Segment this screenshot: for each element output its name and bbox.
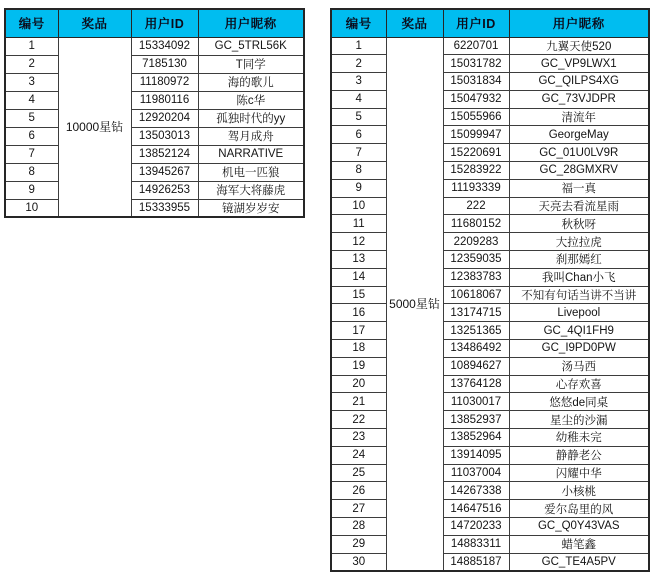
- col-header-user-id: 用户ID: [443, 9, 509, 37]
- user-nickname-cell: GC_5TRL56K: [198, 37, 304, 55]
- table-row: [5, 55, 304, 73]
- user-nickname-cell: 驾月成舟: [198, 127, 304, 145]
- user-id-cell: 15333955: [131, 199, 198, 217]
- table-row: [5, 127, 304, 145]
- table-row: [331, 90, 649, 108]
- user-id-cell: 13174715: [443, 304, 509, 322]
- user-nickname-cell: GC_01U0LV9R: [509, 144, 649, 162]
- user-id-cell: 11030017: [443, 393, 509, 411]
- user-id-cell: 11193339: [443, 179, 509, 197]
- header-row: [5, 9, 304, 37]
- table-row: [331, 108, 649, 126]
- row-number-cell: 29: [331, 535, 386, 553]
- user-id-cell: 15099947: [443, 126, 509, 144]
- user-nickname-cell: GC_4QI1FH9: [509, 322, 649, 340]
- table-row: [331, 197, 649, 215]
- user-id-cell: 12359035: [443, 251, 509, 269]
- user-nickname-cell: 我叫Chan小飞: [509, 268, 649, 286]
- user-id-cell: 14720233: [443, 518, 509, 536]
- row-number-cell: 1: [5, 37, 58, 55]
- user-id-cell: 2209283: [443, 233, 509, 251]
- user-nickname-cell: 汤马西: [509, 357, 649, 375]
- row-number-cell: 8: [5, 163, 58, 181]
- row-number-cell: 22: [331, 411, 386, 429]
- row-number-cell: 13: [331, 251, 386, 269]
- user-nickname-cell: GC_Q0Y43VAS: [509, 518, 649, 536]
- row-number-cell: 12: [331, 233, 386, 251]
- prize-cell: 5000星钻: [386, 37, 443, 571]
- table-row: [331, 553, 649, 571]
- user-id-cell: 13945267: [131, 163, 198, 181]
- header-row: [331, 9, 649, 37]
- user-nickname-cell: 海的歌儿: [198, 73, 304, 91]
- user-nickname-cell: 不知有句话当讲不当讲: [509, 286, 649, 304]
- table-row: [5, 109, 304, 127]
- user-id-cell: 14267338: [443, 482, 509, 500]
- table-row: [331, 518, 649, 536]
- user-id-cell: 11980116: [131, 91, 198, 109]
- user-nickname-cell: 小核桃: [509, 482, 649, 500]
- table-row: [331, 215, 649, 233]
- user-nickname-cell: 闪耀中华: [509, 464, 649, 482]
- user-nickname-cell: 刹那嫣红: [509, 251, 649, 269]
- user-id-cell: 7185130: [131, 55, 198, 73]
- user-nickname-cell: 九翼天使520: [509, 37, 649, 55]
- row-number-cell: 2: [331, 55, 386, 73]
- row-number-cell: 6: [331, 126, 386, 144]
- table-row: [331, 73, 649, 91]
- user-nickname-cell: 海军大将藤虎: [198, 181, 304, 199]
- table-row: [331, 340, 649, 358]
- row-number-cell: 23: [331, 429, 386, 447]
- prize-cell: 10000星钻: [58, 37, 131, 217]
- table-row: [5, 145, 304, 163]
- table-row: [331, 446, 649, 464]
- user-id-cell: 13251365: [443, 322, 509, 340]
- row-number-cell: 26: [331, 482, 386, 500]
- row-number-cell: 27: [331, 500, 386, 518]
- user-id-cell: 15334092: [131, 37, 198, 55]
- row-number-cell: 18: [331, 340, 386, 358]
- row-number-cell: 1: [331, 37, 386, 55]
- row-number-cell: 5: [331, 108, 386, 126]
- user-nickname-cell: 心存欢喜: [509, 375, 649, 393]
- user-id-cell: 13852124: [131, 145, 198, 163]
- user-nickname-cell: 幼稚未完: [509, 429, 649, 447]
- col-header-nickname: 用户昵称: [509, 9, 649, 37]
- table-row: [331, 322, 649, 340]
- row-number-cell: 21: [331, 393, 386, 411]
- user-nickname-cell: GeorgeMay: [509, 126, 649, 144]
- row-number-cell: 5: [5, 109, 58, 127]
- table-row: [331, 268, 649, 286]
- table-row: [5, 181, 304, 199]
- col-header-number: 编号: [331, 9, 386, 37]
- user-nickname-cell: 陈c华: [198, 91, 304, 109]
- user-id-cell: 14926253: [131, 181, 198, 199]
- user-id-cell: 13852937: [443, 411, 509, 429]
- row-number-cell: 8: [331, 162, 386, 180]
- table-row: [331, 179, 649, 197]
- row-number-cell: 20: [331, 375, 386, 393]
- table-row: [5, 163, 304, 181]
- table-row: [331, 55, 649, 73]
- col-header-prize: 奖品: [58, 9, 131, 37]
- user-nickname-cell: GC_I9PD0PW: [509, 340, 649, 358]
- user-nickname-cell: GC_73VJDPR: [509, 90, 649, 108]
- table-row: [331, 464, 649, 482]
- user-nickname-cell: 孤独时代的yy: [198, 109, 304, 127]
- user-id-cell: 13503013: [131, 127, 198, 145]
- user-id-cell: 14883311: [443, 535, 509, 553]
- row-number-cell: 30: [331, 553, 386, 571]
- user-id-cell: 13764128: [443, 375, 509, 393]
- user-nickname-cell: Livepool: [509, 304, 649, 322]
- user-nickname-cell: NARRATIVE: [198, 145, 304, 163]
- row-number-cell: 11: [331, 215, 386, 233]
- user-id-cell: 11680152: [443, 215, 509, 233]
- row-number-cell: 7: [331, 144, 386, 162]
- table-row: [331, 162, 649, 180]
- winners-table-5000: [330, 8, 650, 572]
- col-header-nickname: 用户昵称: [198, 9, 304, 37]
- user-id-cell: 11180972: [131, 73, 198, 91]
- user-nickname-cell: 静静老公: [509, 446, 649, 464]
- user-id-cell: 10894627: [443, 357, 509, 375]
- table-row: [5, 199, 304, 217]
- table-row: [331, 286, 649, 304]
- table-row: [331, 482, 649, 500]
- table-row: [5, 37, 304, 55]
- row-number-cell: 17: [331, 322, 386, 340]
- user-nickname-cell: 清流年: [509, 108, 649, 126]
- row-number-cell: 14: [331, 268, 386, 286]
- col-header-number: 编号: [5, 9, 58, 37]
- user-id-cell: 13852964: [443, 429, 509, 447]
- table-row: [331, 233, 649, 251]
- table-row: [331, 304, 649, 322]
- table-row: [5, 91, 304, 109]
- row-number-cell: 7: [5, 145, 58, 163]
- table-row: [331, 500, 649, 518]
- row-number-cell: 9: [331, 179, 386, 197]
- user-id-cell: 15031834: [443, 73, 509, 91]
- row-number-cell: 4: [331, 90, 386, 108]
- user-nickname-cell: 蜡笔鑫: [509, 535, 649, 553]
- table-row: [331, 37, 649, 55]
- col-header-user-id: 用户ID: [131, 9, 198, 37]
- user-nickname-cell: GC_28GMXRV: [509, 162, 649, 180]
- col-header-prize: 奖品: [386, 9, 443, 37]
- user-nickname-cell: 天亮去看流星雨: [509, 197, 649, 215]
- row-number-cell: 28: [331, 518, 386, 536]
- user-id-cell: 11037004: [443, 464, 509, 482]
- user-nickname-cell: GC_VP9LWX1: [509, 55, 649, 73]
- row-number-cell: 15: [331, 286, 386, 304]
- user-id-cell: 15283922: [443, 162, 509, 180]
- user-id-cell: 6220701: [443, 37, 509, 55]
- user-nickname-cell: 悠悠de同桌: [509, 393, 649, 411]
- user-id-cell: 14647516: [443, 500, 509, 518]
- user-id-cell: 15055966: [443, 108, 509, 126]
- user-nickname-cell: GC_QILPS4XG: [509, 73, 649, 91]
- table-row: [331, 411, 649, 429]
- row-number-cell: 3: [5, 73, 58, 91]
- table-row: [331, 535, 649, 553]
- user-id-cell: 10618067: [443, 286, 509, 304]
- user-nickname-cell: 爱尔岛里的风: [509, 500, 649, 518]
- user-id-cell: 14885187: [443, 553, 509, 571]
- row-number-cell: 19: [331, 357, 386, 375]
- user-id-cell: 15031782: [443, 55, 509, 73]
- table-row: [331, 375, 649, 393]
- row-number-cell: 25: [331, 464, 386, 482]
- table-row: [331, 357, 649, 375]
- row-number-cell: 4: [5, 91, 58, 109]
- user-nickname-cell: GC_TE4A5PV: [509, 553, 649, 571]
- row-number-cell: 10: [331, 197, 386, 215]
- row-number-cell: 24: [331, 446, 386, 464]
- table-row: [331, 429, 649, 447]
- user-id-cell: 222: [443, 197, 509, 215]
- row-number-cell: 3: [331, 73, 386, 91]
- winners-table-10000: [4, 8, 305, 218]
- user-nickname-cell: T同学: [198, 55, 304, 73]
- user-nickname-cell: 镜湖岁岁安: [198, 199, 304, 217]
- table-row: [331, 126, 649, 144]
- table-row: [331, 144, 649, 162]
- user-id-cell: 15220691: [443, 144, 509, 162]
- row-number-cell: 6: [5, 127, 58, 145]
- row-number-cell: 9: [5, 181, 58, 199]
- table-row: [331, 393, 649, 411]
- row-number-cell: 2: [5, 55, 58, 73]
- user-id-cell: 13914095: [443, 446, 509, 464]
- user-id-cell: 13486492: [443, 340, 509, 358]
- table-row: [5, 73, 304, 91]
- user-nickname-cell: 福一真: [509, 179, 649, 197]
- table-row: [331, 251, 649, 269]
- row-number-cell: 10: [5, 199, 58, 217]
- user-nickname-cell: 秋秋呀: [509, 215, 649, 233]
- user-id-cell: 15047932: [443, 90, 509, 108]
- row-number-cell: 16: [331, 304, 386, 322]
- user-nickname-cell: 星尘的沙漏: [509, 411, 649, 429]
- user-id-cell: 12920204: [131, 109, 198, 127]
- user-id-cell: 12383783: [443, 268, 509, 286]
- user-nickname-cell: 机电一匹狼: [198, 163, 304, 181]
- user-nickname-cell: 大拉拉虎: [509, 233, 649, 251]
